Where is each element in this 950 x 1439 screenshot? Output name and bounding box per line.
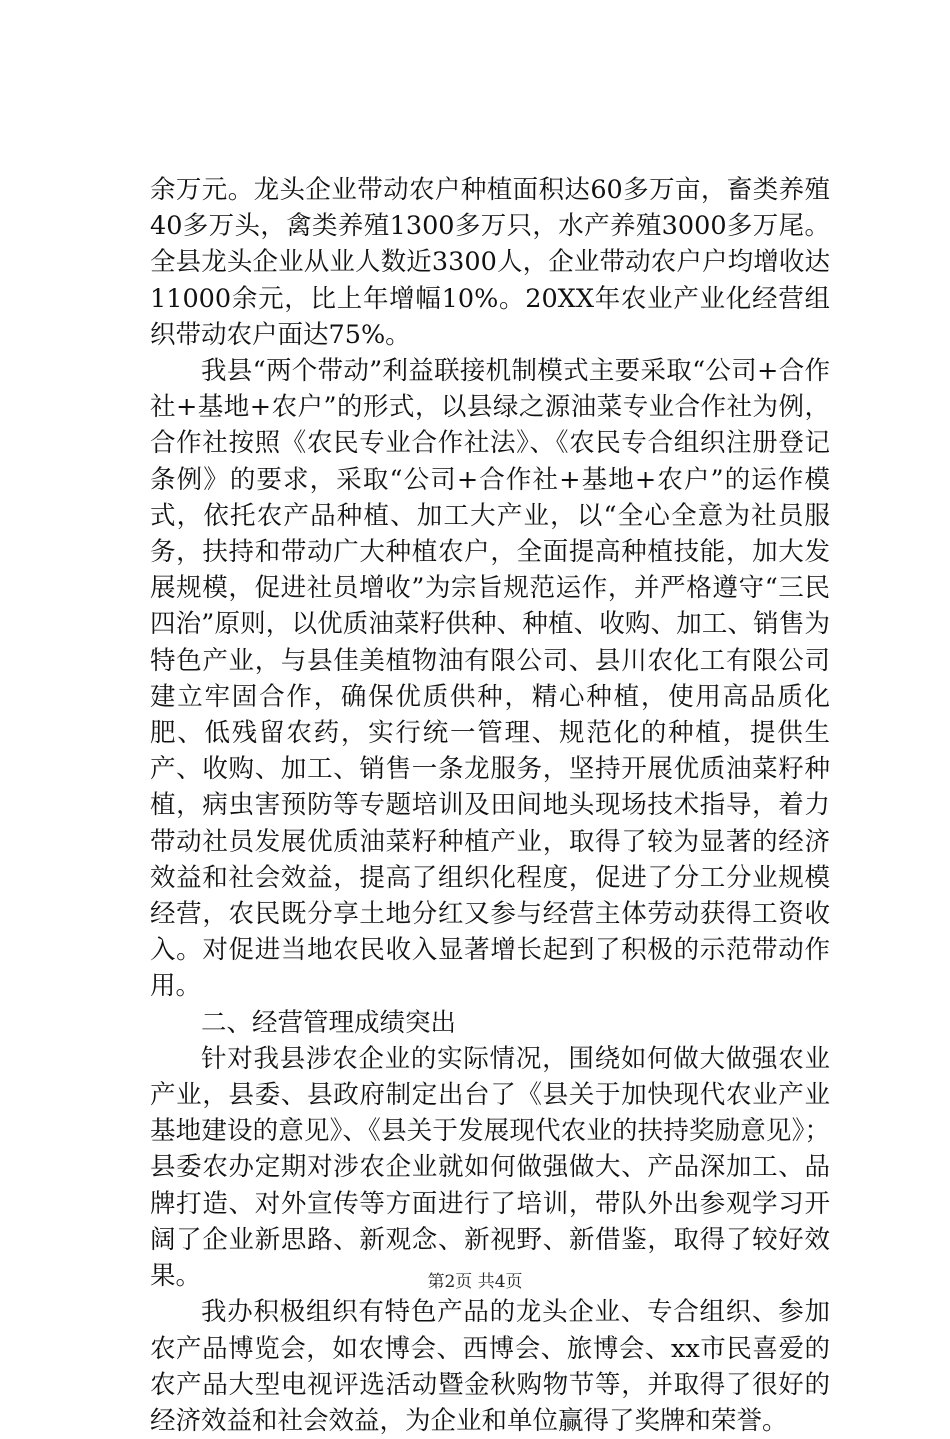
paragraph-continuation: 余万元。龙头企业带动农户种植面积达60多万亩，畜类养殖40多万头，禽类养殖1300多万只，水产养殖3000多万尾。全县龙头企业从业人数近3300人，企业带动农户户均增收达11000余元，比上年增幅10%。20XX年农业产业化经营组织带动农户面达75%。 [150,175,830,350]
paragraph-linkage-mechanism: 我县“两个带动”利益联接机制模式主要采取“公司+合作社+基地+农户”的形式，以县绿之源油菜专业合作社为例，合作社按照《农民专业合作社法》、《农民专合组织注册登记条例》的要求，采取“公司+合作社+基地+农户”的运作模式，依托农产品种植、加工大产业，以“全心全意为社员服务，扶持和带动广大种植农户，全面提高种植技能，加大发展规模，促进社员增收”为宗旨规范运作，并严格遵守“三民四治”原则，以优质油菜籽供种、种植、收购、加工、销售为特色产业，与县佳美植物油有限公司、县川农化工有限公司建立牢固合作，确保优质供种，精心种植，使用高品质化肥、低残留农药，实行统一管理、规范化的种植，提供生产、收购、加工、销售一条龙服务，坚持开展优质油菜籽种植，病虫害预防等专题培训及田间地头现场技术指导，着力带动社员发展优质油菜籽种植产业，取得了较为显著的经济效益和社会效益，提高了组织化程度，促进了分工分业规模经营，农民既分享土地分红又参与经营主体劳动获得工资收入。对促进当地农民收入显著增长起到了积极的示范带动作用。 [150,356,830,1002]
paragraph-expo-participation: 我办积极组织有特色产品的龙头企业、专合组织、参加农产品博览会，如农博会、西博会、旅博会、xx市民喜爱的农产品大型电视评选活动暨金秋购物节等，并取得了很好的经济效益和社会效益，为企业和单位赢得了奖牌和荣誉。 [150,1297,830,1436]
page-number-footer: 第2页 共4页 [427,1272,523,1292]
section-heading-management: 二、经营管理成绩突出 [201,1007,457,1038]
document-body [150,172,830,1439]
paragraph-policy-training: 针对我县涉农企业的实际情况，围绕如何做大做强农业产业，县委、县政府制定出台了《县关于加快现代农业产业基地建设的意见》、《县关于发展现代农业的扶持奖励意见》；县委农办定期对涉农企业就如何做强做大、产品深加工、品牌打造、对外宣传等方面进行了培训，带队外出参观学习开阔了企业新思路、新观念、新视野、新借鉴，取得了较好效果。 [150,1043,830,1292]
